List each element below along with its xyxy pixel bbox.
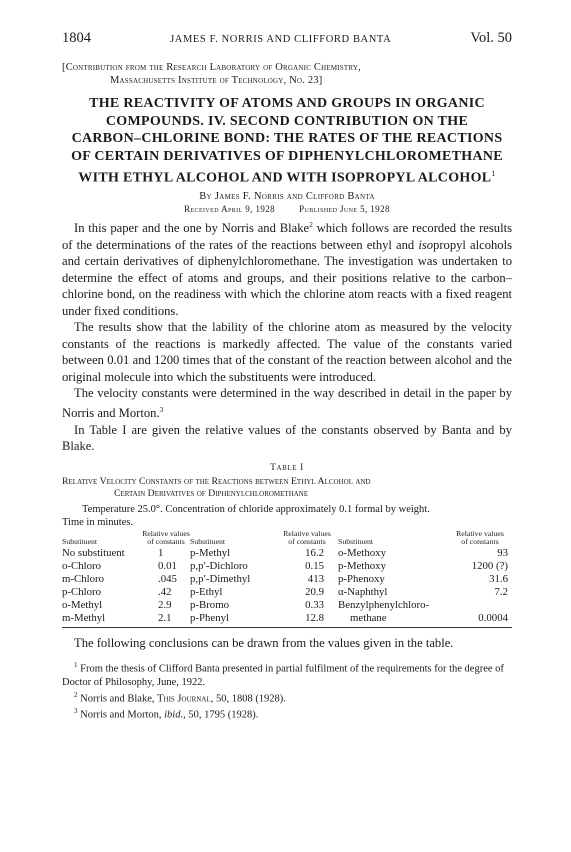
byline: By James F. Norris and Clifford Banta <box>199 191 375 203</box>
conclusion-text: The following conclusions can be drawn from the values given in the table. <box>74 635 454 650</box>
footnotes <box>62 659 512 722</box>
title-line: COMPOUNDS. IV. SECOND CONTRIBUTION ON THE <box>105 113 469 129</box>
column-header: Substituent <box>190 537 226 547</box>
footnote: $^1$ From the thesis of Clifford Banta presented in partial fulfilment of the requirements for the degree of Doctor of Philosophy, June, 1922. <box>62 661 504 688</box>
table-row: o-Methyl 2.9 p-Bromo 0.33 Benzylphenylchloro- <box>62 598 430 611</box>
paragraph: The results show that the lability of the chlorine atom as measured by the velocity constants of the reactions is markedly affected. The value of the constants varied between 0.01 and 1200 times that of the constant of the reaction between alcohol and the original molecule into which the substituents were introduced. <box>62 320 512 384</box>
column-header: Substituent <box>62 537 98 547</box>
footnote: $^3$ Norris and Morton, ibid., 50, 1795 (1928). <box>74 707 259 721</box>
volume-label: Vol. 50 <box>470 30 512 46</box>
article-title <box>62 95 512 187</box>
title-line: WITH ETHYL ALCOHOL AND WITH ISOPROPYL ALCOHOL$^1$ <box>78 169 496 186</box>
table-row: No substituent 1 p-Methyl 16.2 o-Methoxy 93 <box>62 546 508 559</box>
column-header: Relative values of constants <box>456 528 504 547</box>
table-row: o-Chloro 0.01 p,p′-Dichloro 0.15 p-Methoxy 1200 (?) <box>62 559 508 572</box>
table-row: m-Methyl 2.1 p-Phenyl 12.8 methane 0.0004 <box>62 611 508 624</box>
column-header: Relative values of constants <box>142 528 190 547</box>
contribution-line-1: [Contribution from the Research Laboratory of Organic Chemistry, <box>62 62 361 73</box>
table-row: m-Chloro .045 p,p′-Dimethyl 413 p-Phenoxy 31.6 <box>62 572 508 585</box>
title-line: THE REACTIVITY OF ATOMS AND GROUPS IN ORGANIC <box>89 96 485 111</box>
paragraph: In Table I are given the relative values of the constants observed by Banta and by Blake. <box>62 422 512 454</box>
title-line: OF CERTAIN DERIVATIVES OF DIPHENYLCHLOROMETHANE <box>71 148 503 164</box>
footnote: $^2$ Norris and Blake, This Journal, 50, 1808 (1928). <box>74 690 286 705</box>
footnote-ref: 3 <box>159 404 164 414</box>
published-date: Published June 5, 1928 <box>299 204 390 215</box>
table-conditions: Temperature 25.0°. Concentration of chloride approximately 0.1 formal by weight. Time in minutes. <box>62 503 430 528</box>
running-head-authors: JAMES F. NORRIS AND CLIFFORD BANTA <box>170 34 392 45</box>
table-label: Table I <box>270 462 304 473</box>
column-header: Relative values of constants <box>283 528 331 547</box>
title-footnote-mark: 1 <box>491 169 496 178</box>
table-rule <box>62 627 512 628</box>
column-header: Substituent <box>338 537 374 547</box>
page-number: 1804 <box>62 30 91 46</box>
table-row: p-Chloro .42 p-Ethyl 20.9 α-Naphthyl 7.2 <box>62 585 508 598</box>
velocity-constants-table <box>62 530 512 625</box>
publication-dates <box>62 204 512 214</box>
title-line: CARBON–CHLORINE BOND: THE RATES OF THE REACTIONS <box>71 131 503 146</box>
running-head <box>62 30 512 47</box>
table-caption: Relative Velocity Constants of the Reactions between Ethyl Alcohol and Certain Derivatives of Diphenylchloromethane <box>62 475 371 500</box>
footnote-ref: 2 <box>309 220 313 230</box>
paragraph: In this paper and the one by Norris and Blake$^2$ which follows are recorded the results of the determinations of the rates of the reactions between ethyl and isopropyl alcohols and certain derivatives of diphenylchloromethane. The investigation was undertaken to determine the effect of atoms and groups, and their positions relative to the carbon–chlorine bond, on the readiness with which the chlorine atom reacts with a fixed reagent under fixed conditions. <box>62 220 512 318</box>
received-date: Received April 9, 1928 <box>184 204 276 215</box>
contribution-line-2: Massachusetts Institute of Technology, No. 23] <box>110 75 323 86</box>
journal-page <box>62 30 512 722</box>
paragraph: The velocity constants were determined in the way described in detail in the paper by Norris and Morton.$^3$ <box>62 386 512 421</box>
article-body <box>62 217 512 454</box>
contribution-note <box>62 61 512 87</box>
table-header-row <box>62 530 512 547</box>
